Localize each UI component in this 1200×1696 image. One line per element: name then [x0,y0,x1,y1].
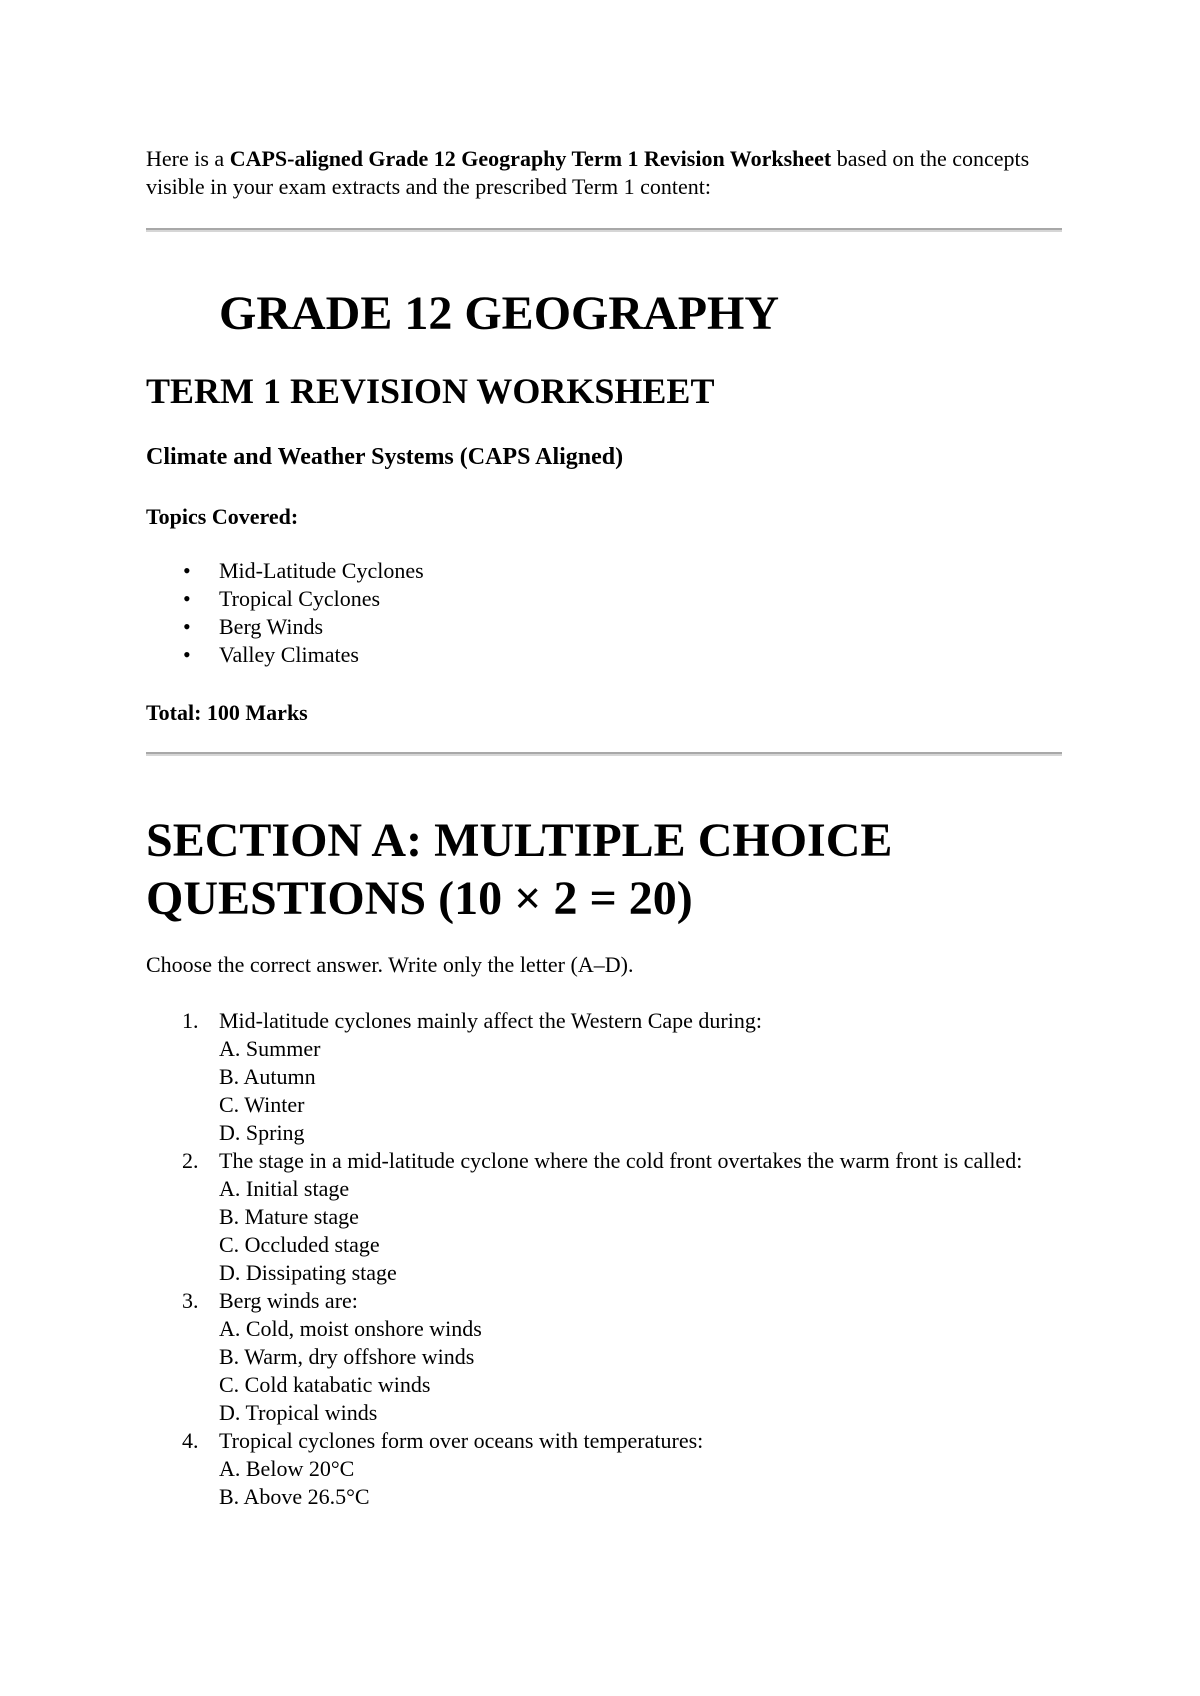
intro-bold: CAPS-aligned Grade 12 Geography Term 1 Revision Worksheet [229,146,832,171]
option-b: B. Mature stage [219,1204,359,1229]
option-a: A. Initial stage [219,1176,350,1201]
question-list [146,1007,1066,1511]
topic-label: Valley Climates [219,642,359,667]
horizontal-divider [146,228,1062,232]
bullet-icon: • [183,614,191,639]
question-number: 1. [182,1008,199,1033]
question-text: The stage in a mid-latitude cyclone where the cold front overtakes the warm front is called: [219,1148,1023,1173]
question-2 [146,1147,1066,1287]
question-number: 3. [182,1288,199,1313]
option-a: A. Below 20°C [219,1456,355,1481]
question-number: 4. [182,1428,199,1453]
list-item [146,641,424,669]
option-b: B. Warm, dry offshore winds [219,1344,475,1369]
option-c: C. Cold katabatic winds [219,1372,431,1397]
list-item [146,557,424,585]
option-d: D. Dissipating stage [219,1260,397,1285]
option-a: A. Cold, moist onshore winds [219,1316,482,1341]
question-text: Mid-latitude cyclones mainly affect the Western Cape during: [219,1008,762,1033]
question-3 [146,1287,1066,1427]
section-instruction: Choose the correct answer. Write only the letter (A–D). [146,952,634,977]
total-marks: Total: 100 Marks [146,700,308,725]
option-a: A. Summer [219,1036,321,1061]
question-4 [146,1427,1066,1511]
worksheet-theme: Climate and Weather Systems (CAPS Aligned) [146,444,624,470]
option-d: D. Spring [219,1120,305,1145]
option-b: B. Autumn [219,1064,316,1089]
option-c: C. Occluded stage [219,1232,380,1257]
topics-list [146,557,424,669]
topic-label: Mid-Latitude Cyclones [219,558,424,583]
list-item [146,613,424,641]
list-item [146,585,424,613]
question-text: Tropical cyclones form over oceans with temperatures: [219,1428,704,1453]
question-1 [146,1007,1066,1147]
bullet-icon: • [183,586,191,611]
topic-label: Berg Winds [219,614,324,639]
topic-label: Tropical Cyclones [219,586,381,611]
intro-prefix: Here is a [146,146,230,171]
option-b: B. Above 26.5°C [219,1484,370,1509]
question-text: Berg winds are: [219,1288,358,1313]
option-d: D. Tropical winds [219,1400,378,1425]
worksheet-subtitle: TERM 1 REVISION WORKSHEET [146,371,715,411]
bullet-icon: • [183,642,191,667]
intro-paragraph [146,145,1066,201]
section-a-heading: SECTION A: MULTIPLE CHOICE QUESTIONS (10 × 2 = 20) [146,814,893,925]
topics-heading: Topics Covered: [146,504,299,529]
intro-suffix: based on the concepts visible in your exam extracts and the prescribed Term 1 content: [146,146,1030,199]
option-c: C. Winter [219,1092,305,1117]
bullet-icon: • [183,558,191,583]
page-title: GRADE 12 GEOGRAPHY [219,287,780,340]
horizontal-divider [146,752,1062,756]
question-number: 2. [182,1148,199,1173]
